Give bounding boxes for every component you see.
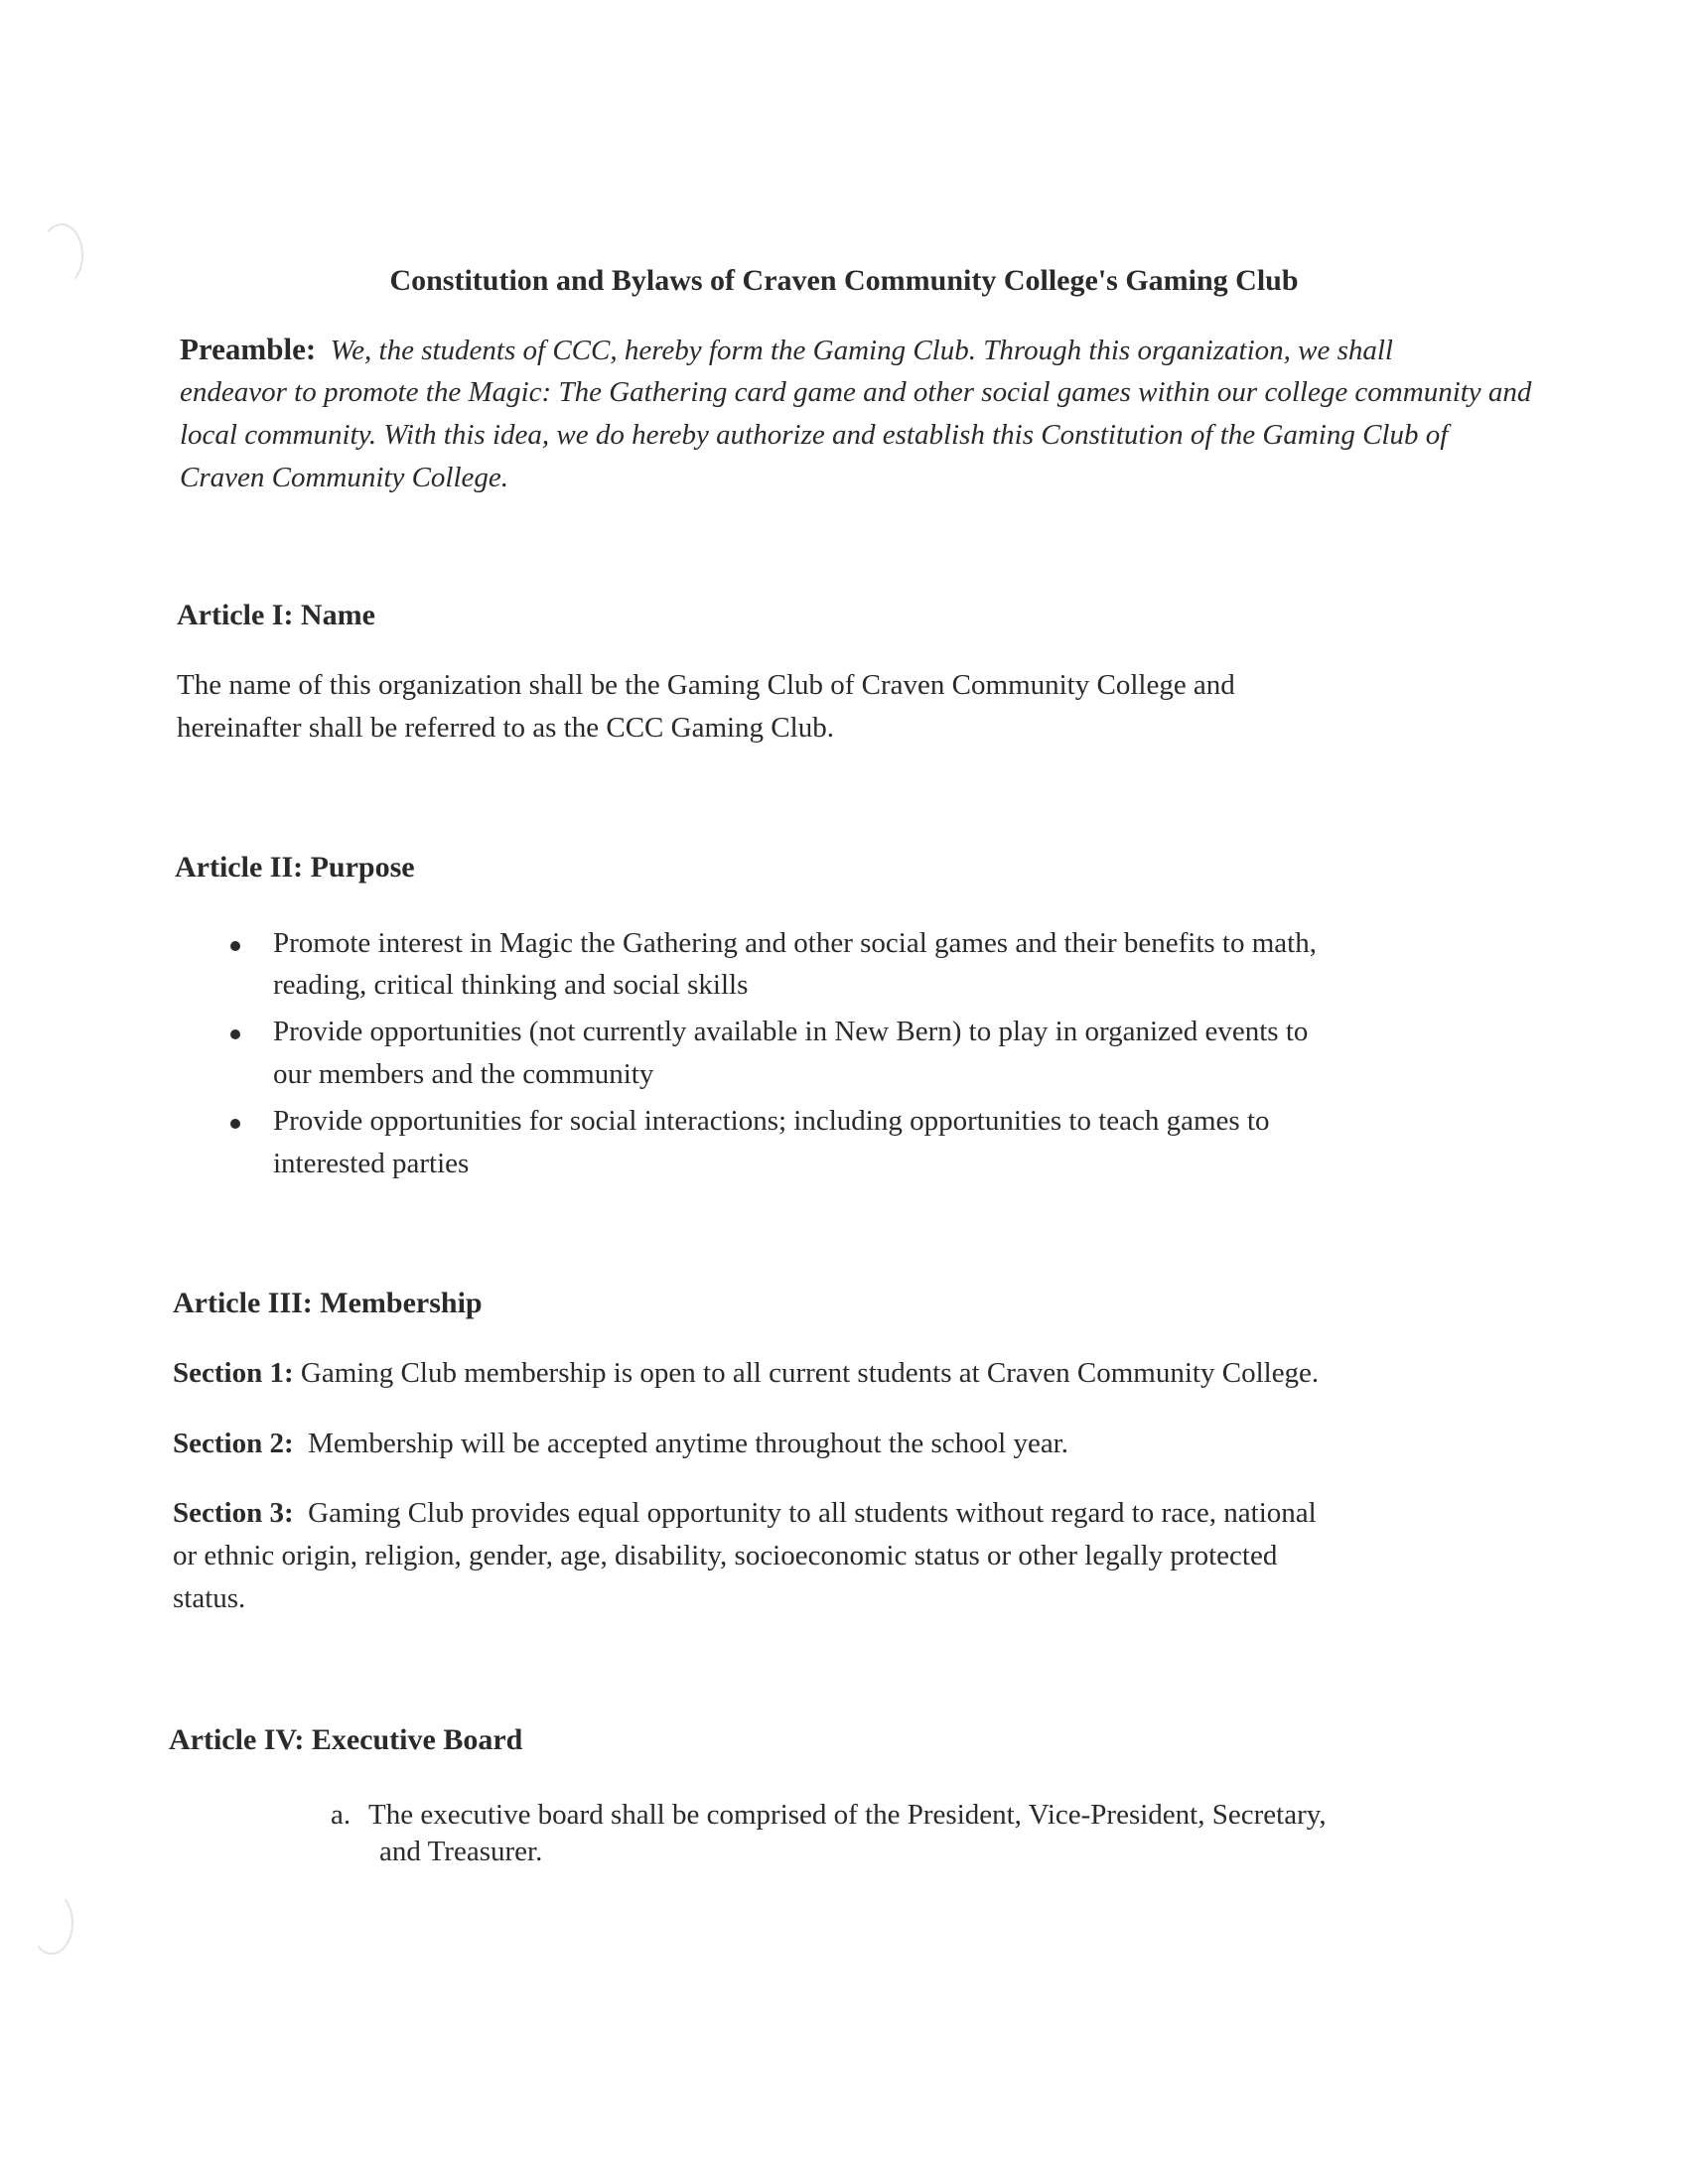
section-2-text: Membership will be accepted anytime throughout the school year. — [308, 1428, 1068, 1459]
board-item-a-line-1: The executive board shall be comprised of the President, Vice-President, Secretary, — [368, 1799, 1327, 1831]
article-1-line-2: hereinafter shall be referred to as the CCC Gaming Club. — [177, 712, 834, 744]
section-2 — [173, 1430, 1068, 1458]
article-1-heading: Article I: Name — [177, 599, 375, 631]
article-4-heading: Article IV: Executive Board — [169, 1723, 523, 1756]
board-item-a-marker: a. — [331, 1799, 352, 1831]
preamble-line-2: endeavor to promote the Magic: The Gathering card game and other social games within our college community and — [180, 376, 1532, 408]
bullet-icon — [230, 1119, 240, 1129]
preamble-line-4: Craven Community College. — [180, 462, 509, 493]
bullet-icon — [230, 941, 240, 951]
preamble-line-1 — [180, 334, 1393, 365]
preamble-text: We, the students of CCC, hereby form the Gaming Club. Through this organization, we shall — [330, 335, 1393, 366]
purpose-bullet-3-line-1: Provide opportunities for social interactions; including opportunities to teach games to — [273, 1105, 1270, 1137]
section-3-line-3: status. — [173, 1582, 246, 1614]
document-title: Constitution and Bylaws of Craven Community College's Gaming Club — [389, 264, 1299, 297]
purpose-bullet-2-line-1: Provide opportunities (not currently available in New Bern) to play in organized events to — [273, 1016, 1309, 1047]
article-1-line-1: The name of this organization shall be the Gaming Club of Craven Community College and — [177, 669, 1235, 701]
purpose-bullet-3-line-2: interested parties — [273, 1148, 470, 1179]
binder-hole-bottom — [30, 1891, 73, 1955]
section-1 — [173, 1359, 1319, 1388]
purpose-bullet-1-line-2: reading, critical thinking and social skills — [273, 969, 749, 1001]
preamble-line-3: local community. With this idea, we do hereby authorize and establish this Constitution of the Gaming Club of — [180, 419, 1449, 451]
purpose-bullet-2-line-2: our members and the community — [273, 1058, 654, 1090]
section-3-line-2: or ethnic origin, religion, gender, age, disability, socioeconomic status or other legally protected — [173, 1540, 1278, 1571]
section-3-label: Section 3: — [173, 1497, 294, 1529]
board-item-a-line-2: and Treasurer. — [379, 1836, 543, 1867]
article-2-heading: Article II: Purpose — [175, 851, 415, 884]
purpose-bullet-1-line-1: Promote interest in Magic the Gathering and other social games and their benefits to math, — [273, 927, 1317, 959]
bullet-icon — [230, 1029, 240, 1039]
section-1-text: Gaming Club membership is open to all current students at Craven Community College. — [300, 1357, 1320, 1389]
section-2-label: Section 2: — [173, 1428, 294, 1459]
section-1-label: Section 1: — [173, 1357, 294, 1389]
section-3 — [173, 1499, 1317, 1528]
section-3-text: Gaming Club provides equal opportunity to all students without regard to race, national — [308, 1497, 1317, 1529]
preamble-label: Preamble: — [180, 332, 317, 366]
article-3-heading: Article III: Membership — [173, 1287, 483, 1319]
